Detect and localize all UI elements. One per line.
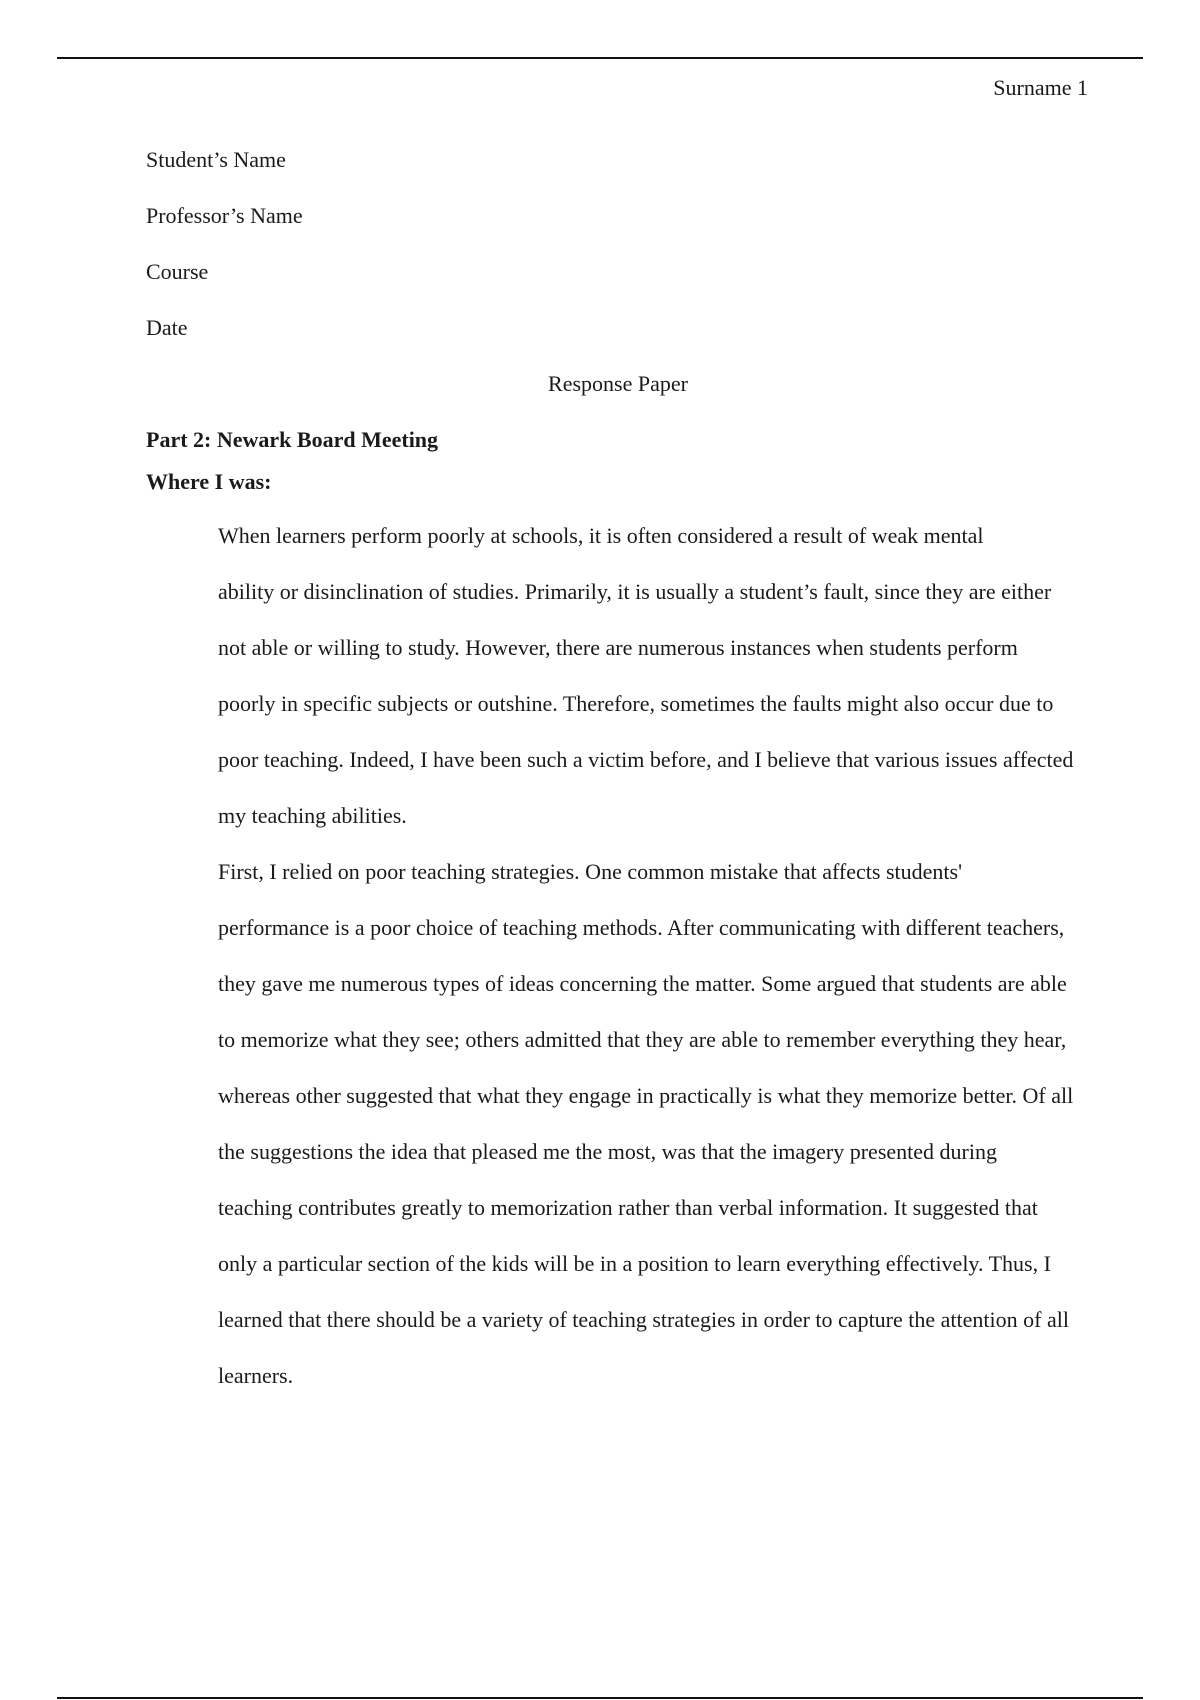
paragraph-line: they gave me numerous types of ideas concerning the matter. Some argued that students are able: [218, 971, 1067, 996]
document-body: [146, 146, 1090, 1404]
paragraph-line: only a particular section of the kids will be in a position to learn everything effectively. Thus, I: [218, 1251, 1051, 1276]
date: Date: [146, 315, 188, 340]
paragraph-line: poor teaching. Indeed, I have been such a victim before, and I believe that various issues affected: [218, 747, 1074, 772]
course-name: Course: [146, 259, 209, 284]
paragraph-line: learned that there should be a variety of teaching strategies in order to capture the attention of all: [218, 1307, 1069, 1332]
running-head: Surname 1: [993, 75, 1088, 100]
paragraph-1: [146, 508, 1090, 844]
paragraph-line: whereas other suggested that what they engage in practically is what they memorize better. Of all: [218, 1083, 1074, 1108]
page-top-rule: [57, 57, 1143, 59]
paragraph-line: to memorize what they see; others admitted that they are able to remember everything they hear,: [218, 1027, 1067, 1052]
paragraph-line: the suggestions the idea that pleased me the most, was that the imagery presented during: [218, 1139, 997, 1164]
student-name: Student’s Name: [146, 147, 286, 172]
professor-name: Professor’s Name: [146, 203, 303, 228]
paragraph-line: When learners perform poorly at schools, it is often considered a result of weak mental: [218, 523, 984, 548]
section-heading: Where I was:: [146, 469, 272, 494]
paragraph-line: teaching contributes greatly to memorization rather than verbal information. It suggested that: [218, 1195, 1038, 1220]
page-bottom-rule: [57, 1697, 1143, 1699]
paragraph-line: not able or willing to study. However, there are numerous instances when students perform: [218, 635, 1018, 660]
paragraph-line: my teaching abilities.: [218, 803, 407, 828]
paragraph-line: First, I relied on poor teaching strategies. One common mistake that affects students': [218, 859, 963, 884]
part-heading: Part 2: Newark Board Meeting: [146, 427, 439, 452]
paper-title: Response Paper: [548, 371, 688, 396]
paragraph-line: poorly in specific subjects or outshine. Therefore, sometimes the faults might also occur due to: [218, 691, 1054, 716]
paragraph-line: ability or disinclination of studies. Primarily, it is usually a student’s fault, since they are either: [218, 579, 1052, 604]
paragraph-line: learners.: [218, 1363, 294, 1388]
paragraph-line: performance is a poor choice of teaching methods. After communicating with different teachers,: [218, 915, 1065, 940]
paragraph-2: [146, 844, 1090, 1404]
